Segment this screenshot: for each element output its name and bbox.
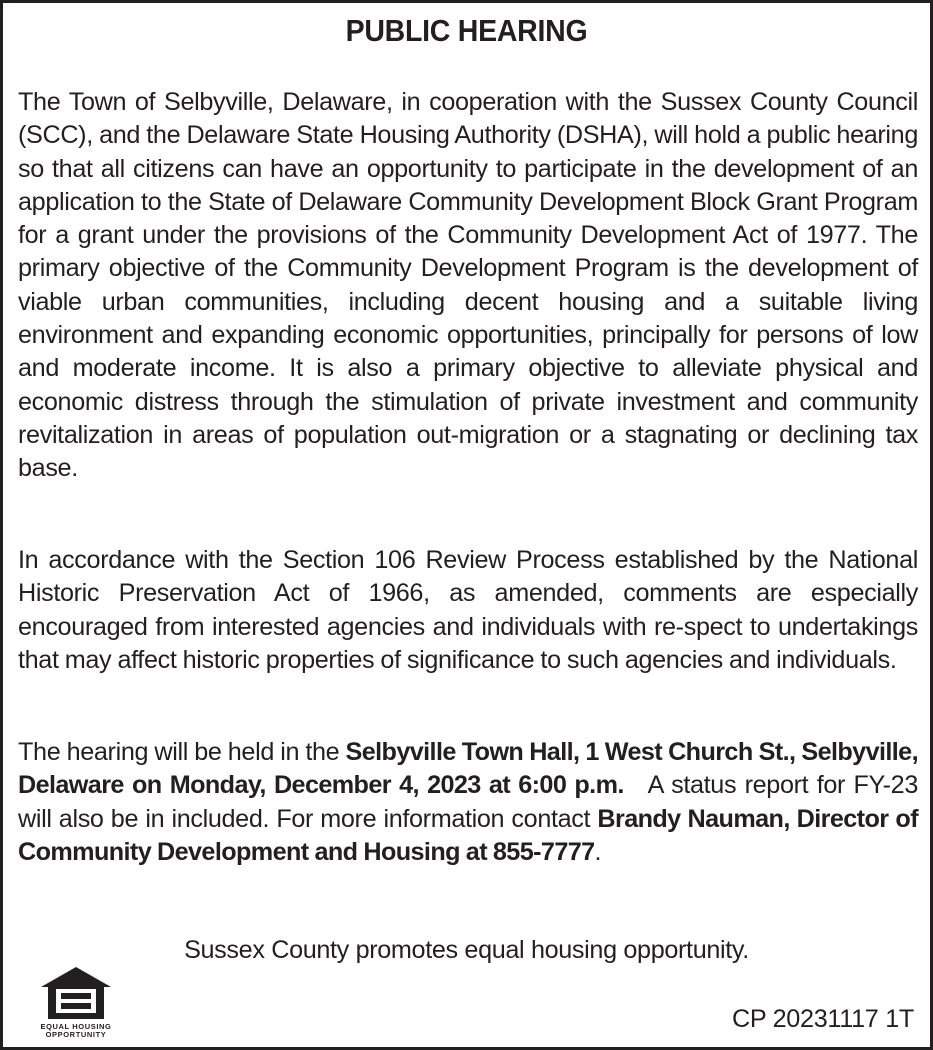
equal-housing-statement: Sussex County promotes equal housing opportunity. bbox=[184, 936, 749, 964]
hearing-intro: The hearing will be held in the bbox=[18, 738, 346, 766]
hearing-end: . bbox=[594, 837, 602, 866]
notice-title: PUBLIC HEARING bbox=[345, 13, 588, 48]
logo-text-line1: EQUAL HOUSING bbox=[40, 1022, 112, 1031]
contact-info: Brandy Nauman, Director of Community Development and Housing at 855-7777 bbox=[18, 804, 918, 866]
logo-text-line2: OPPORTUNITY bbox=[45, 1030, 107, 1039]
ad-code: CP 20231117 1T bbox=[731, 1005, 914, 1033]
hearing-middle: A status report for FY-23 will also be in included. For more information contact bbox=[18, 771, 925, 833]
paragraph-section-106: In accordance with the Section 106 Review Process established by the National Historic Preservation Act of 1966, as amended, comments are especially encouraged from interested agencies and individuals with re-spect to undertakings that may affect historic properties of significance to such agencies and individuals. bbox=[18, 546, 918, 674]
equal-housing-logo bbox=[39, 965, 113, 1045]
equal-housing-opportunity-icon bbox=[39, 965, 113, 1021]
hearing-location-datetime: Selbyville Town Hall, 1 West Church St., Selbyville, Delaware on Monday, December 4, 2023 at 6:00 p.m. bbox=[18, 738, 918, 800]
paragraph-hearing-details bbox=[18, 736, 925, 869]
paragraph-program-description: The Town of Selbyville, Delaware, in cooperation with the Sussex County Council (SCC), and the Delaware State Housing Authority (DSHA), will hold a public hearing so that all citizens can have an opportunity to participate in the development of an application to the State of Delaware Community Development Block Grant Program for a grant under the provisions of the Community Development Act of 1977. The primary objective of the Community Development Program is the development of viable urban communities, including decent housing and a suitable living environment and expanding economic opportunities, principally for persons of low and moderate income. It is also a primary objective to alleviate physical and economic distress through the stimulation of private investment and community revitalization in areas of population out-migration or a stagnating or declining tax base. bbox=[18, 88, 918, 483]
